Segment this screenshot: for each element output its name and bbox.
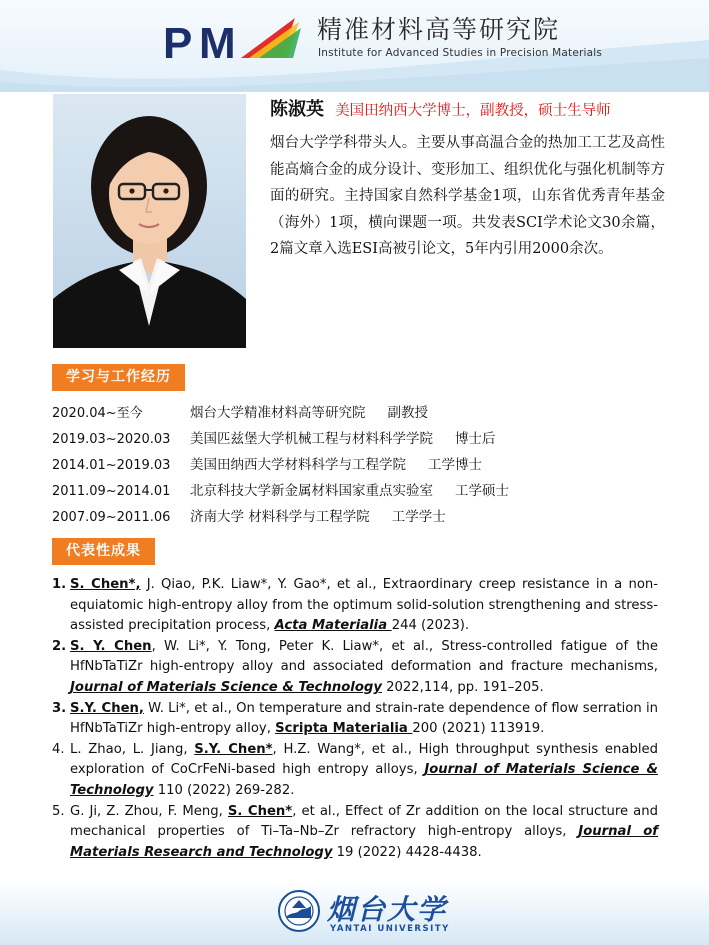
publication-authors: G. Ji, Z. Zhou, F. Meng, (70, 803, 228, 819)
experience-org: 济南大学 材料科学与工程学院 (190, 509, 370, 525)
publication-text: , W. Li*, Y. Tong, Peter K. Liaw*, et al., Stress-controlled fatigue of the HfNbTaTiZr high-entropy alloy and associated deformation and fracture mechanisms, (70, 638, 658, 675)
person-name: 陈淑英 (270, 99, 324, 120)
experience-item (52, 452, 672, 478)
publication-number: 3. (52, 700, 67, 716)
experience-date: 2019.03~2020.03 (52, 432, 171, 447)
experience-item (52, 478, 672, 504)
profile-heading (270, 95, 611, 121)
publication-item (52, 699, 658, 740)
page-footer (0, 880, 709, 945)
experience-org: 美国田纳西大学材料科学与工程学院 (190, 457, 406, 473)
experience-item (52, 504, 672, 530)
experience-item (52, 400, 672, 426)
page-header (0, 0, 709, 92)
experience-item (52, 426, 672, 452)
publication-item (52, 637, 658, 699)
pm-logo-icon (163, 14, 303, 64)
publication-citation: 200 (2021) 113919. (412, 721, 545, 737)
publication-text: , H.Z. Wang*, et al., High throughput synthesis enabled exploration of CoCrFeNi-based high entropy alloys, (70, 741, 658, 778)
publication-text: , et al., Effect of Zr addition on the local structure and mechanical properties of Ti–Ta–Nb–Zr refractory high-entropy alloys, (70, 803, 658, 840)
experience-date: 2007.09~2011.06 (52, 510, 171, 525)
experience-date: 2011.09~2014.01 (52, 484, 171, 499)
experience-date: 2020.04~至今 (52, 406, 143, 421)
publication-text: W. Li*, et al., On temperature and strain-rate dependence of flow serration in HfNbTaTiZr high-entropy alloy, (70, 700, 658, 737)
journal-link[interactable]: Journal of Materials Science & Technology (70, 762, 658, 798)
portrait-image (53, 94, 246, 348)
achievements-section-title: 代表性成果 (52, 538, 155, 565)
publication-citation: 19 (2022) 4428-4438. (332, 844, 482, 860)
journal-link[interactable]: Acta Materialia (274, 618, 392, 634)
author-highlight: S.Y. Chen* (194, 741, 273, 757)
svg-text:P: P (163, 19, 193, 64)
experience-list (52, 400, 672, 530)
publication-number: 2. (52, 638, 67, 654)
journal-link[interactable]: Scripta Materialia (275, 721, 413, 737)
experience-role: 副教授 (387, 405, 428, 421)
publication-item (52, 802, 658, 864)
experience-org: 美国匹兹堡大学机械工程与材料科学学院 (190, 431, 433, 447)
experience-org: 烟台大学精准材料高等研究院 (190, 405, 366, 421)
journal-link[interactable]: Journal of Materials Research and Technology (70, 824, 659, 860)
person-title: 美国田纳西大学博士，副教授，硕士生导师 (335, 103, 611, 119)
journal-link[interactable]: Journal of Materials Science & Technology (70, 679, 382, 695)
publication-number: 1. (52, 577, 67, 592)
experience-date: 2014.01~2019.03 (52, 458, 171, 473)
publication-item (52, 575, 658, 637)
publication-citation: 244 (2023). (391, 618, 470, 634)
author-highlight: S. Chen* (227, 803, 293, 819)
publication-text: J. Qiao, P.K. Liaw*, Y. Gao*, et al., Extraordinary creep resistance in a non-equiatomic high-entropy alloy from the optimum solid-solution strengthening and stress-assisted precipitation process, (70, 577, 658, 634)
publication-list (52, 575, 658, 863)
publication-item (52, 740, 658, 802)
publication-citation: 2022,114, pp. 191–205. (381, 679, 544, 695)
publication-number: 5. (52, 803, 65, 819)
experience-role: 工学博士 (428, 457, 482, 473)
publication-number: 4. (52, 741, 65, 757)
author-highlight: S.Y. Chen, (70, 700, 144, 716)
institute-name-en: Institute for Advanced Studies in Precision Materials (318, 47, 603, 59)
author-highlight: S. Y. Chen (70, 638, 152, 654)
experience-role: 工学学士 (391, 509, 446, 525)
institute-name-cn: 精准材料高等研究院 (317, 15, 561, 44)
experience-role: 工学硕士 (455, 483, 509, 499)
experience-org: 北京科技大学新金属材料国家重点实验室 (190, 483, 433, 499)
publication-citation: 110 (2022) 269-282. (153, 782, 295, 798)
biography-text: 烟台大学学科带头人。主要从事高温合金的热加工工艺及高性能高熵合金的成分设计、变形加工、组织优化与强化机制等方面的研究。主持国家自然科学基金1项，山东省优秀青年基金（海外）1项，横向课题一项。共发表SCI学术论文30余篇，2篇文章入选ESI高被引论文，5年内引用2000余次。 (270, 135, 665, 257)
publication-authors: L. Zhao, L. Jiang, (70, 741, 195, 757)
yantai-university-emblem-icon (278, 890, 320, 932)
experience-section-title: 学习与工作经历 (52, 364, 185, 391)
profile-photo (53, 94, 246, 348)
svg-text:M: M (199, 19, 236, 64)
author-highlight: S. Chen*, (70, 577, 141, 592)
experience-role: 博士后 (455, 431, 496, 447)
university-name-en: YANTAI UNIVERSITY (330, 924, 450, 934)
university-name-cn: 烟台大学 (327, 893, 448, 926)
